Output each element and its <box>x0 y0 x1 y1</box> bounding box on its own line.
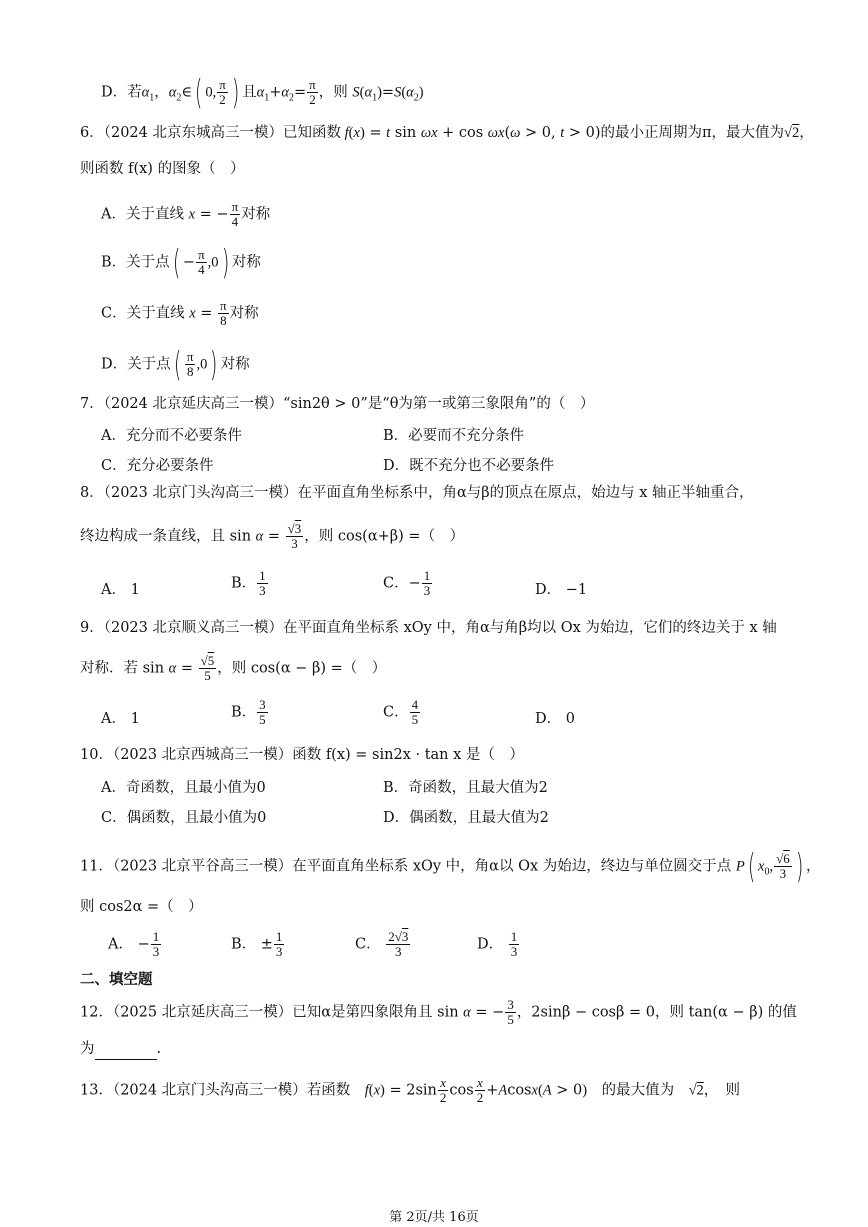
q9-option-c: C． $\frac{4}{5}$ <box>383 697 419 727</box>
q8-option-b: B． $\frac{1}{3}$ <box>231 568 266 598</box>
q11-option-d: D． $\frac{1}{3}$ <box>477 929 518 959</box>
q6-stem-line1: 6．（2024 北京东城高三一模）已知函数 f(x) = t sin ωx + cos ωx(ω > 0, t > 0)的最小正周期为π，最大值为√2， <box>80 125 814 141</box>
q6-option-d: D．关于点( $\frac{\pi}{8}$ ,0) 对称 <box>101 344 250 385</box>
q7-option-d: D．既不充分也不必要条件 <box>383 458 555 474</box>
q9-stem-line1: 9．（2023 北京顺义高三一模）在平面直角坐标系 xOy 中，角α与角β均以 Ox 为始边，它们的终边关于 x 轴 <box>80 620 777 636</box>
q10-option-d: D．偶函数，且最大值为2 <box>383 810 549 826</box>
q7-option-c: C．充分必要条件 <box>101 458 214 474</box>
q10-option-b: B．奇函数，且最大值为2 <box>383 780 548 796</box>
q11-option-b: B． ± $\frac{1}{3}$ <box>231 929 283 959</box>
q7-option-a: A．充分而不必要条件 <box>101 428 242 444</box>
q11-option-a: A． − $\frac{1}{3}$ <box>108 929 160 959</box>
q11-stem-line1: 11．（2023 北京平谷高三一模）在平面直角坐标系 xOy 中，角α以 Ox 为始边，终边与单位圆交于点 P( $x_0$, $\frac{√6}{3}$ ) ， <box>80 846 821 887</box>
q8-option-d: D． −1 <box>535 582 588 598</box>
q6-option-b: B．关于点( − $\frac{\pi}{4}$ ,0) 对称 <box>101 242 261 283</box>
q9-option-b: B． $\frac{3}{5}$ <box>231 697 266 727</box>
q7-stem: 7．（2024 北京延庆高三一模）“sin2θ > 0”是“θ为第一或第三象限角”的（ ） <box>80 396 595 412</box>
q11-stem-line2: 则 cos2α =（ ） <box>80 899 203 915</box>
answer-blank <box>95 1043 157 1060</box>
q8-stem-line2: 终边构成一条直线，且 sin α = $\frac{√3}{3}$ ，则 cos(α+β) =（ ） <box>80 521 465 551</box>
q8-stem-line1: 8．（2023 北京门头沟高三一模）在平面直角坐标系中，角α与β的顶点在原点，始边与 x 轴正半轴重合， <box>80 485 754 501</box>
q10-stem: 10．（2023 北京西城高三一模）函数 f(x) = sin2x · tan x 是（ ） <box>80 747 524 763</box>
section-heading-fill-in: 二、填空题 <box>80 972 153 988</box>
q10-option-c: C．偶函数，且最小值为0 <box>101 810 267 826</box>
q12-stem-line2: 为 . <box>80 1038 161 1060</box>
q6-option-c: C．关于直线 x = $\frac{\pi}{8}$ 对称 <box>101 298 259 328</box>
q5-option-d: D．若$\alpha_1$，$\alpha_2\in$( 0, $\frac{\pi}{2}$ ) 且$\alpha_1+\alpha_2=$ $\frac{\pi}{2}$ ，则 $S(\alpha_1)=S(\alpha_2)$ <box>101 72 424 113</box>
q6-stem-line2: 则函数 f(x) 的图象（ ） <box>80 161 245 177</box>
q13-stem: 13．（2024 北京门头沟高三一模）若函数 f(x) = 2sin $\frac{x}{2}$ cos $\frac{x}{2}$ +Acosx(A > 0) 的最大值为 √2， 则 <box>80 1075 741 1105</box>
q9-option-d: D． 0 <box>535 711 575 727</box>
page-footer: 第 2页/共 16页 <box>389 1210 479 1225</box>
q11-option-c: C． $\frac{2√3}{3}$ <box>355 929 409 959</box>
q10-option-a: A．奇函数，且最小值为0 <box>101 780 266 796</box>
q12-stem-line1: 12．（2025 北京延庆高三一模）已知α是第四象限角且 sin α = − $\frac{3}{5}$ ，2sinβ − cosβ = 0，则 tan(α − β) 的值 <box>80 997 797 1027</box>
q9-stem-line2: 对称．若 sin α = $\frac{√5}{5}$ ，则 cos(α − β) =（ ） <box>80 653 387 683</box>
q9-option-a: A． 1 <box>101 711 140 727</box>
q8-option-a: A． 1 <box>101 582 140 598</box>
q8-option-c: C．− $\frac{1}{3}$ <box>383 568 431 598</box>
q7-option-b: B．必要而不充分条件 <box>383 428 525 444</box>
q6-option-a: A．关于直线 x = − $\frac{\pi}{4}$ 对称 <box>101 199 271 229</box>
